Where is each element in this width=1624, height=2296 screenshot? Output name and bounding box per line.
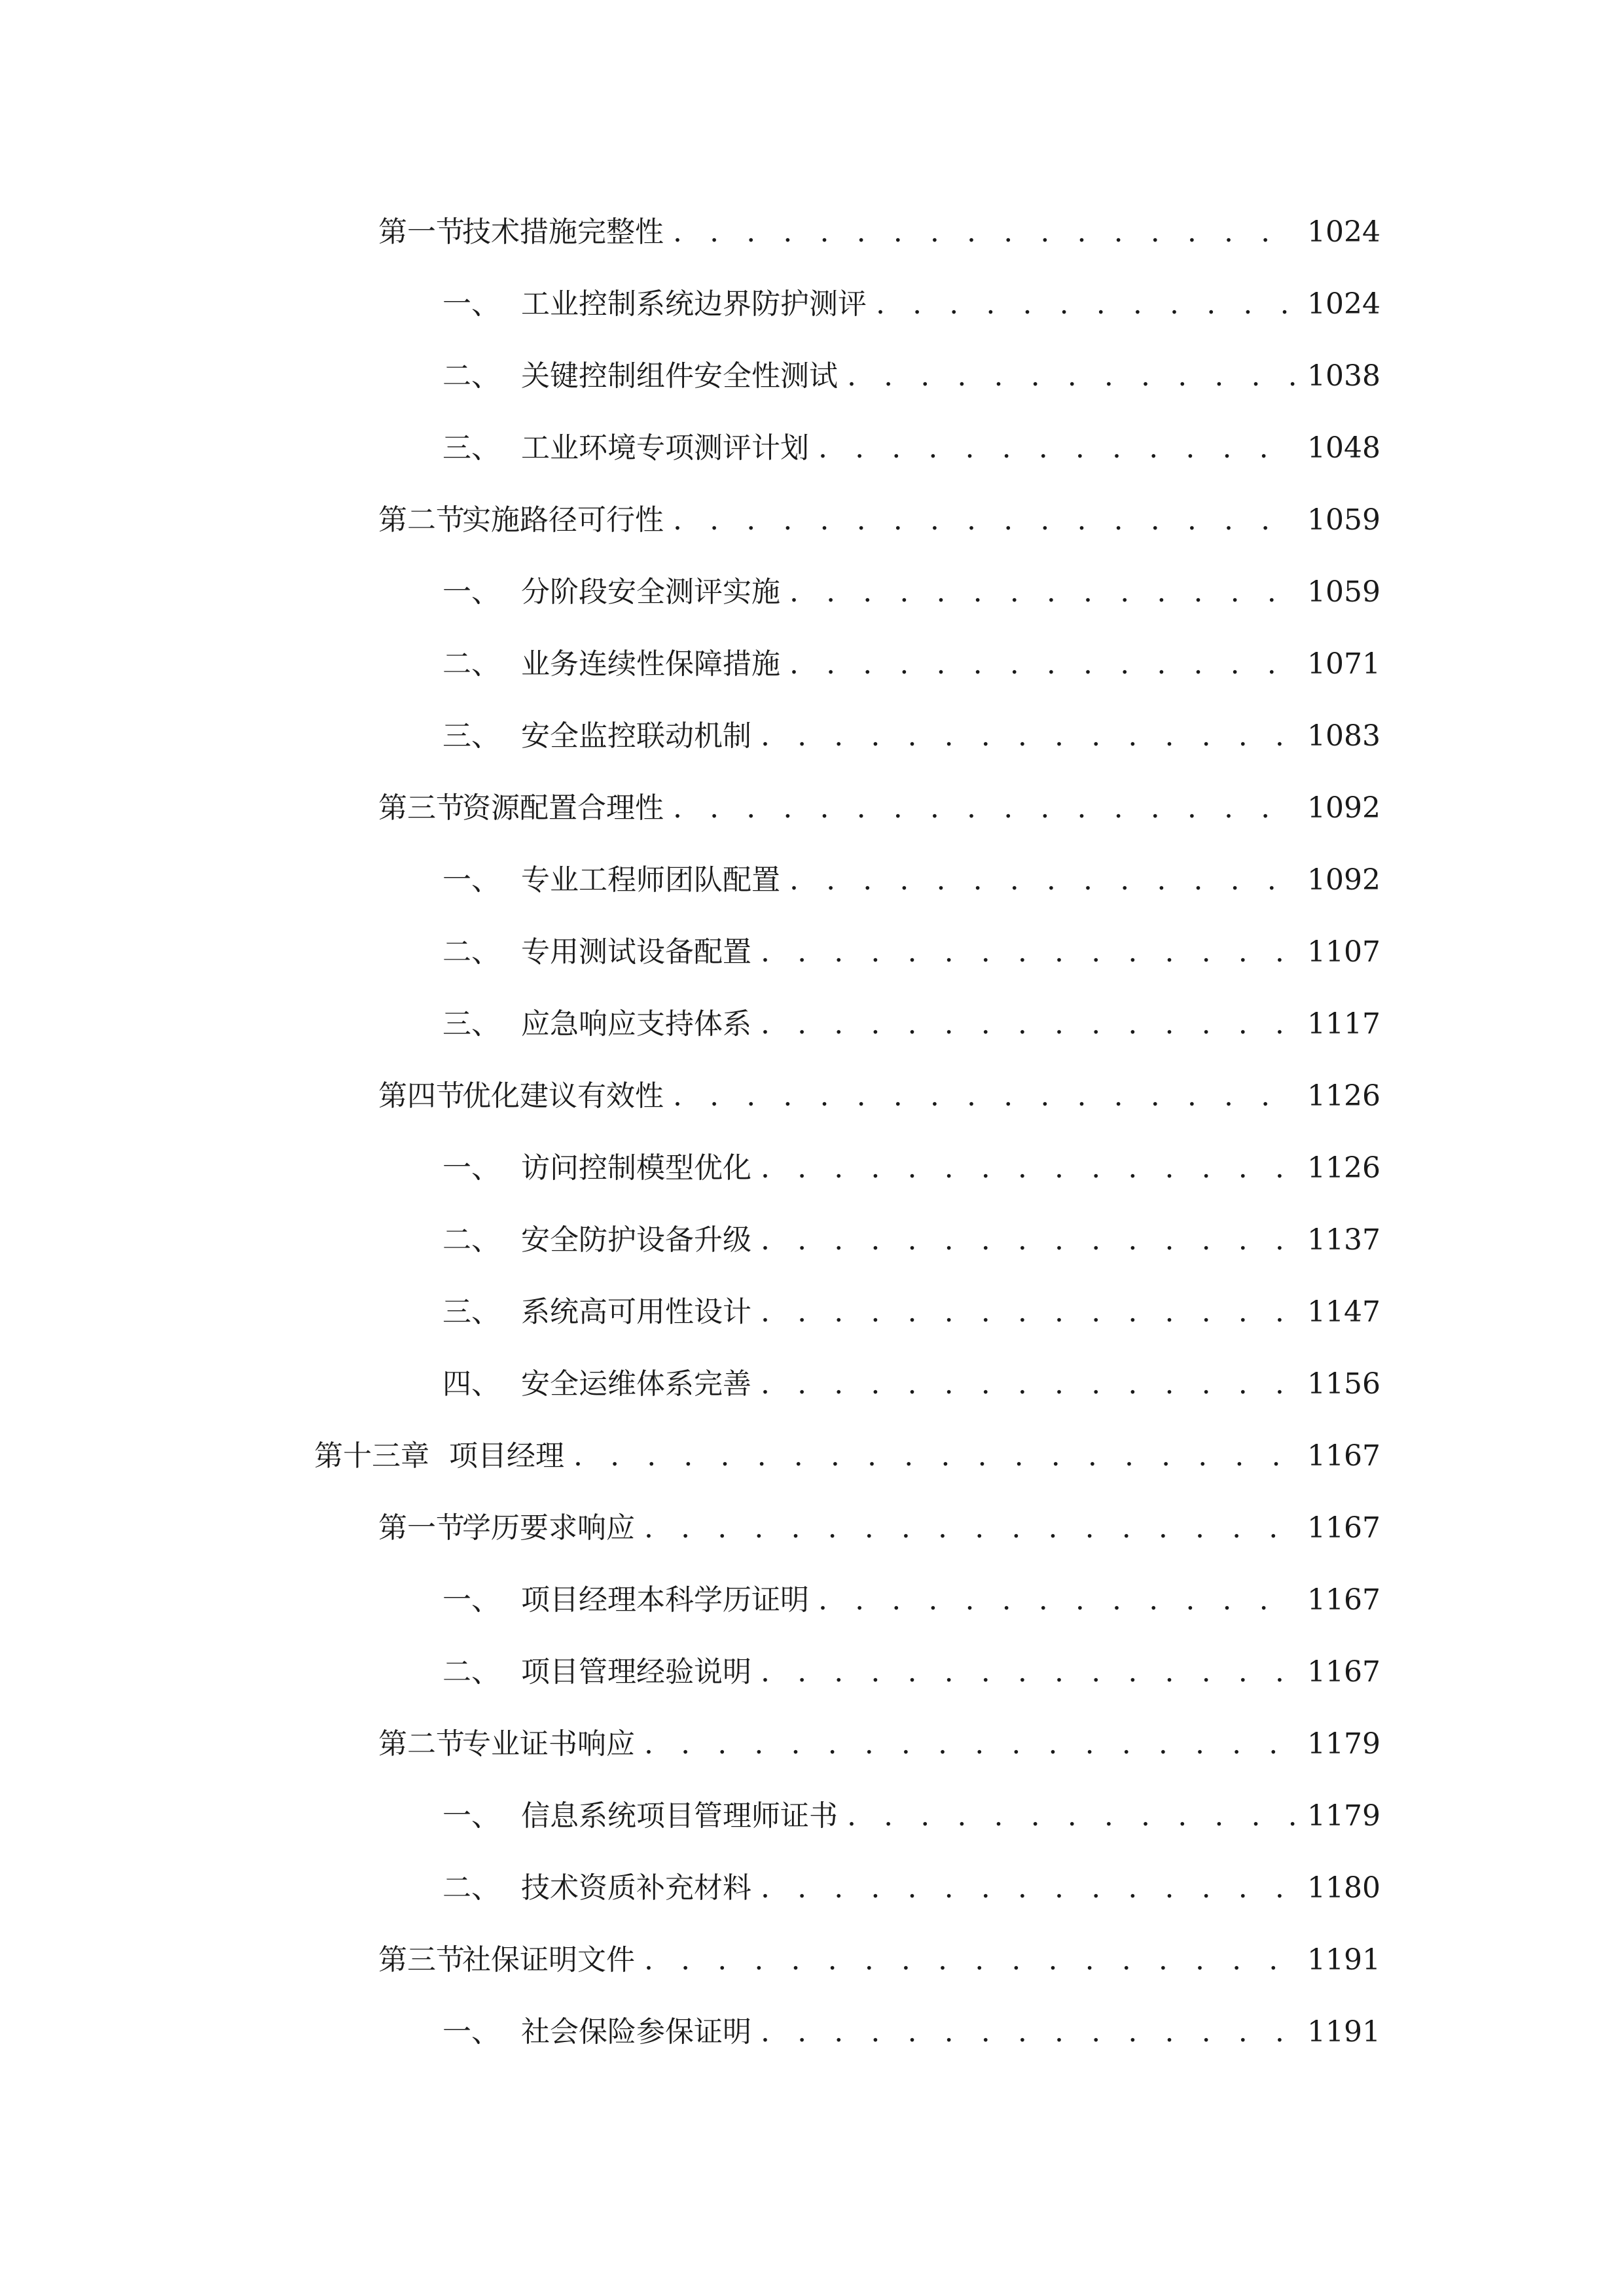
toc-page-number: 1167 bbox=[1307, 1439, 1380, 1473]
toc-entry-title: 专用测试设备配置 bbox=[521, 935, 751, 969]
toc-page-number: 1092 bbox=[1307, 791, 1380, 825]
toc-subsection-entry[interactable] bbox=[0, 628, 1624, 700]
toc-entry-title: 项目管理经验说明 bbox=[521, 1655, 751, 1689]
toc-entry-number: 三、 bbox=[442, 431, 500, 465]
toc-entry-text bbox=[442, 1852, 1307, 1924]
toc-subsection-entry[interactable] bbox=[0, 412, 1624, 484]
toc-subsection-entry[interactable] bbox=[0, 1276, 1624, 1348]
toc-subsection-entry[interactable] bbox=[0, 1636, 1624, 1708]
toc-page-number: 1092 bbox=[1307, 863, 1380, 897]
toc-entry-text bbox=[442, 1636, 1307, 1708]
toc-subsection-entry[interactable] bbox=[0, 844, 1624, 916]
toc-page-number: 1179 bbox=[1307, 1799, 1380, 1833]
toc-page-number: 1048 bbox=[1307, 431, 1380, 465]
toc-leader-dots bbox=[761, 988, 1295, 1060]
toc-entry-title: 专业工程师团队配置 bbox=[521, 863, 780, 897]
toc-page-number: 1038 bbox=[1307, 359, 1380, 393]
toc-entry-number: 第二节 bbox=[378, 1727, 465, 1761]
toc-entry-number: 三、 bbox=[442, 1007, 500, 1041]
toc-entry-text bbox=[442, 268, 1307, 340]
toc-entry-number: 一、 bbox=[442, 1799, 500, 1833]
toc-entry-text bbox=[442, 556, 1307, 628]
toc-entry-number: 一、 bbox=[442, 1583, 500, 1617]
toc-page-number: 1137 bbox=[1307, 1223, 1380, 1257]
toc-entry-text bbox=[442, 412, 1307, 484]
toc-page-number: 1126 bbox=[1307, 1079, 1380, 1113]
toc-entry-title: 安全防护设备升级 bbox=[521, 1223, 751, 1257]
toc-leader-dots bbox=[847, 1780, 1295, 1852]
toc-leader-dots bbox=[761, 1996, 1295, 2068]
toc-subsection-entry[interactable] bbox=[0, 1132, 1624, 1204]
toc-page-number: 1147 bbox=[1307, 1295, 1380, 1329]
toc-entry-number: 第二节 bbox=[378, 503, 465, 537]
toc-entry-title: 资源配置合理性 bbox=[462, 791, 664, 825]
toc-page-number: 1024 bbox=[1307, 215, 1380, 249]
toc-entry-text bbox=[378, 484, 1307, 556]
toc-entry-text bbox=[378, 1924, 1307, 1996]
toc-entry-text bbox=[442, 1348, 1307, 1420]
toc-entry-title: 技术措施完整性 bbox=[462, 215, 664, 249]
toc-page-number: 1059 bbox=[1307, 503, 1380, 537]
toc-entry-title: 学历要求响应 bbox=[462, 1511, 635, 1545]
toc-section-entry[interactable] bbox=[0, 1492, 1624, 1564]
toc-page-number: 1167 bbox=[1307, 1583, 1380, 1617]
toc-leader-dots bbox=[761, 1276, 1295, 1348]
toc-page-number: 1126 bbox=[1307, 1151, 1380, 1185]
toc-subsection-entry[interactable] bbox=[0, 1564, 1624, 1636]
toc-entry-text bbox=[378, 1492, 1307, 1564]
toc-page-number: 1059 bbox=[1307, 575, 1380, 609]
toc-entry-number: 二、 bbox=[442, 1223, 500, 1257]
toc-leader-dots bbox=[761, 1132, 1295, 1204]
toc-section-entry[interactable] bbox=[0, 196, 1624, 268]
toc-page-number: 1117 bbox=[1307, 1007, 1380, 1041]
toc-section-entry[interactable] bbox=[0, 772, 1624, 844]
toc-page-number: 1191 bbox=[1307, 2015, 1380, 2049]
toc-leader-dots bbox=[673, 772, 1295, 844]
toc-leader-dots bbox=[789, 628, 1295, 700]
toc-entry-title: 工业环境专项测评计划 bbox=[521, 431, 809, 465]
toc-entry-number: 二、 bbox=[442, 935, 500, 969]
toc-entry-title: 项目经理 bbox=[449, 1439, 564, 1473]
toc-leader-dots bbox=[761, 916, 1295, 988]
toc-page-number: 1107 bbox=[1307, 935, 1380, 969]
toc-entry-number: 二、 bbox=[442, 1655, 500, 1689]
toc-entry-number: 一、 bbox=[442, 575, 500, 609]
toc-page-number: 1191 bbox=[1307, 1943, 1380, 1977]
toc-entry-title: 安全运维体系完善 bbox=[521, 1367, 751, 1401]
toc-leader-dots bbox=[876, 268, 1295, 340]
toc-entry-number: 二、 bbox=[442, 647, 500, 681]
toc-entry-text bbox=[314, 1420, 1307, 1492]
toc-page-number: 1083 bbox=[1307, 719, 1380, 753]
toc-leader-dots bbox=[847, 340, 1295, 412]
toc-leader-dots bbox=[673, 196, 1295, 268]
toc-leader-dots bbox=[818, 1564, 1295, 1636]
toc-entry-title: 关键控制组件安全性测试 bbox=[521, 359, 838, 393]
toc-page-number: 1179 bbox=[1307, 1727, 1380, 1761]
toc-entry-text bbox=[442, 1132, 1307, 1204]
toc-subsection-entry[interactable] bbox=[0, 700, 1624, 772]
toc-entry-number: 第三节 bbox=[378, 791, 465, 825]
toc-entry-title: 信息系统项目管理师证书 bbox=[521, 1799, 838, 1833]
toc-page-number: 1180 bbox=[1307, 1871, 1380, 1905]
toc-entry-title: 安全监控联动机制 bbox=[521, 719, 751, 753]
toc-entry-number: 一、 bbox=[442, 863, 500, 897]
toc-entry-text bbox=[442, 1204, 1307, 1276]
toc-entry-number: 第一节 bbox=[378, 215, 465, 249]
toc-entry-title: 社保证明文件 bbox=[462, 1943, 635, 1977]
toc-entry-title: 专业证书响应 bbox=[462, 1727, 635, 1761]
toc-page-number: 1024 bbox=[1307, 287, 1380, 321]
toc-subsection-entry[interactable] bbox=[0, 1780, 1624, 1852]
toc-entry-text bbox=[442, 1276, 1307, 1348]
toc-entry-text bbox=[442, 1780, 1307, 1852]
toc-entry-text bbox=[442, 628, 1307, 700]
toc-subsection-entry[interactable] bbox=[0, 556, 1624, 628]
toc-section-entry[interactable] bbox=[0, 1060, 1624, 1132]
toc-entry-text bbox=[378, 1708, 1307, 1780]
toc-entry-number: 二、 bbox=[442, 359, 500, 393]
toc-leader-dots bbox=[761, 1636, 1295, 1708]
toc-entry-text bbox=[442, 340, 1307, 412]
toc-subsection-entry[interactable] bbox=[0, 916, 1624, 988]
toc-subsection-entry[interactable] bbox=[0, 988, 1624, 1060]
toc-entry-number: 三、 bbox=[442, 1295, 500, 1329]
toc-leader-dots bbox=[789, 844, 1295, 916]
toc-entry-text bbox=[442, 1996, 1307, 2068]
toc-entry-text bbox=[442, 700, 1307, 772]
toc-leader-dots bbox=[818, 412, 1295, 484]
toc-entry-title: 应急响应支持体系 bbox=[521, 1007, 751, 1041]
toc-leader-dots bbox=[761, 700, 1295, 772]
toc-page-number: 1167 bbox=[1307, 1655, 1380, 1689]
toc-entry-number: 三、 bbox=[442, 719, 500, 753]
toc-entry-number: 第一节 bbox=[378, 1511, 465, 1545]
toc-entry-number: 第三节 bbox=[378, 1943, 465, 1977]
toc-entry-text bbox=[442, 844, 1307, 916]
toc-entry-number: 一、 bbox=[442, 287, 500, 321]
toc-leader-dots bbox=[673, 1060, 1295, 1132]
toc-leader-dots bbox=[761, 1348, 1295, 1420]
toc-subsection-entry[interactable] bbox=[0, 1852, 1624, 1924]
toc-entry-title: 访问控制模型优化 bbox=[521, 1151, 751, 1185]
toc-entry-number: 第十三章 bbox=[314, 1439, 429, 1473]
toc-leader-dots bbox=[573, 1420, 1295, 1492]
toc-entry-text bbox=[442, 988, 1307, 1060]
toc-entry-number: 第四节 bbox=[378, 1079, 465, 1113]
toc-leader-dots bbox=[644, 1708, 1295, 1780]
toc-section-entry[interactable] bbox=[0, 1924, 1624, 1996]
toc-leader-dots bbox=[789, 556, 1295, 628]
toc-entry-title: 技术资质补充材料 bbox=[521, 1871, 751, 1905]
toc-entry-text bbox=[442, 916, 1307, 988]
toc-entry-title: 业务连续性保障措施 bbox=[521, 647, 780, 681]
toc-leader-dots bbox=[761, 1204, 1295, 1276]
toc-page-number: 1167 bbox=[1307, 1511, 1380, 1545]
toc-leader-dots bbox=[673, 484, 1295, 556]
toc-leader-dots bbox=[644, 1924, 1295, 1996]
toc-section-entry[interactable] bbox=[0, 484, 1624, 556]
toc-entry-text bbox=[378, 772, 1307, 844]
table-of-contents bbox=[0, 196, 1624, 2068]
toc-entry-number: 二、 bbox=[442, 1871, 500, 1905]
toc-entry-number: 一、 bbox=[442, 1151, 500, 1185]
toc-subsection-entry[interactable] bbox=[0, 340, 1624, 412]
toc-entry-title: 工业控制系统边界防护测评 bbox=[521, 287, 867, 321]
toc-subsection-entry[interactable] bbox=[0, 1996, 1624, 2068]
toc-entry-text bbox=[378, 1060, 1307, 1132]
toc-page-number: 1071 bbox=[1307, 647, 1380, 681]
toc-subsection-entry[interactable] bbox=[0, 268, 1624, 340]
toc-chapter-entry[interactable] bbox=[0, 1420, 1624, 1492]
toc-subsection-entry[interactable] bbox=[0, 1348, 1624, 1420]
toc-entry-title: 项目经理本科学历证明 bbox=[521, 1583, 809, 1617]
toc-leader-dots bbox=[761, 1852, 1295, 1924]
toc-entry-text bbox=[378, 196, 1307, 268]
toc-subsection-entry[interactable] bbox=[0, 1204, 1624, 1276]
toc-page-number: 1156 bbox=[1307, 1367, 1380, 1401]
toc-section-entry[interactable] bbox=[0, 1708, 1624, 1780]
toc-entry-title: 社会保险参保证明 bbox=[521, 2015, 751, 2049]
toc-entry-text bbox=[442, 1564, 1307, 1636]
toc-entry-title: 优化建议有效性 bbox=[462, 1079, 664, 1113]
toc-entry-number: 四、 bbox=[442, 1367, 500, 1401]
toc-entry-title: 实施路径可行性 bbox=[462, 503, 664, 537]
toc-entry-number: 一、 bbox=[442, 2015, 500, 2049]
toc-entry-title: 系统高可用性设计 bbox=[521, 1295, 751, 1329]
toc-entry-title: 分阶段安全测评实施 bbox=[521, 575, 780, 609]
toc-leader-dots bbox=[644, 1492, 1295, 1564]
